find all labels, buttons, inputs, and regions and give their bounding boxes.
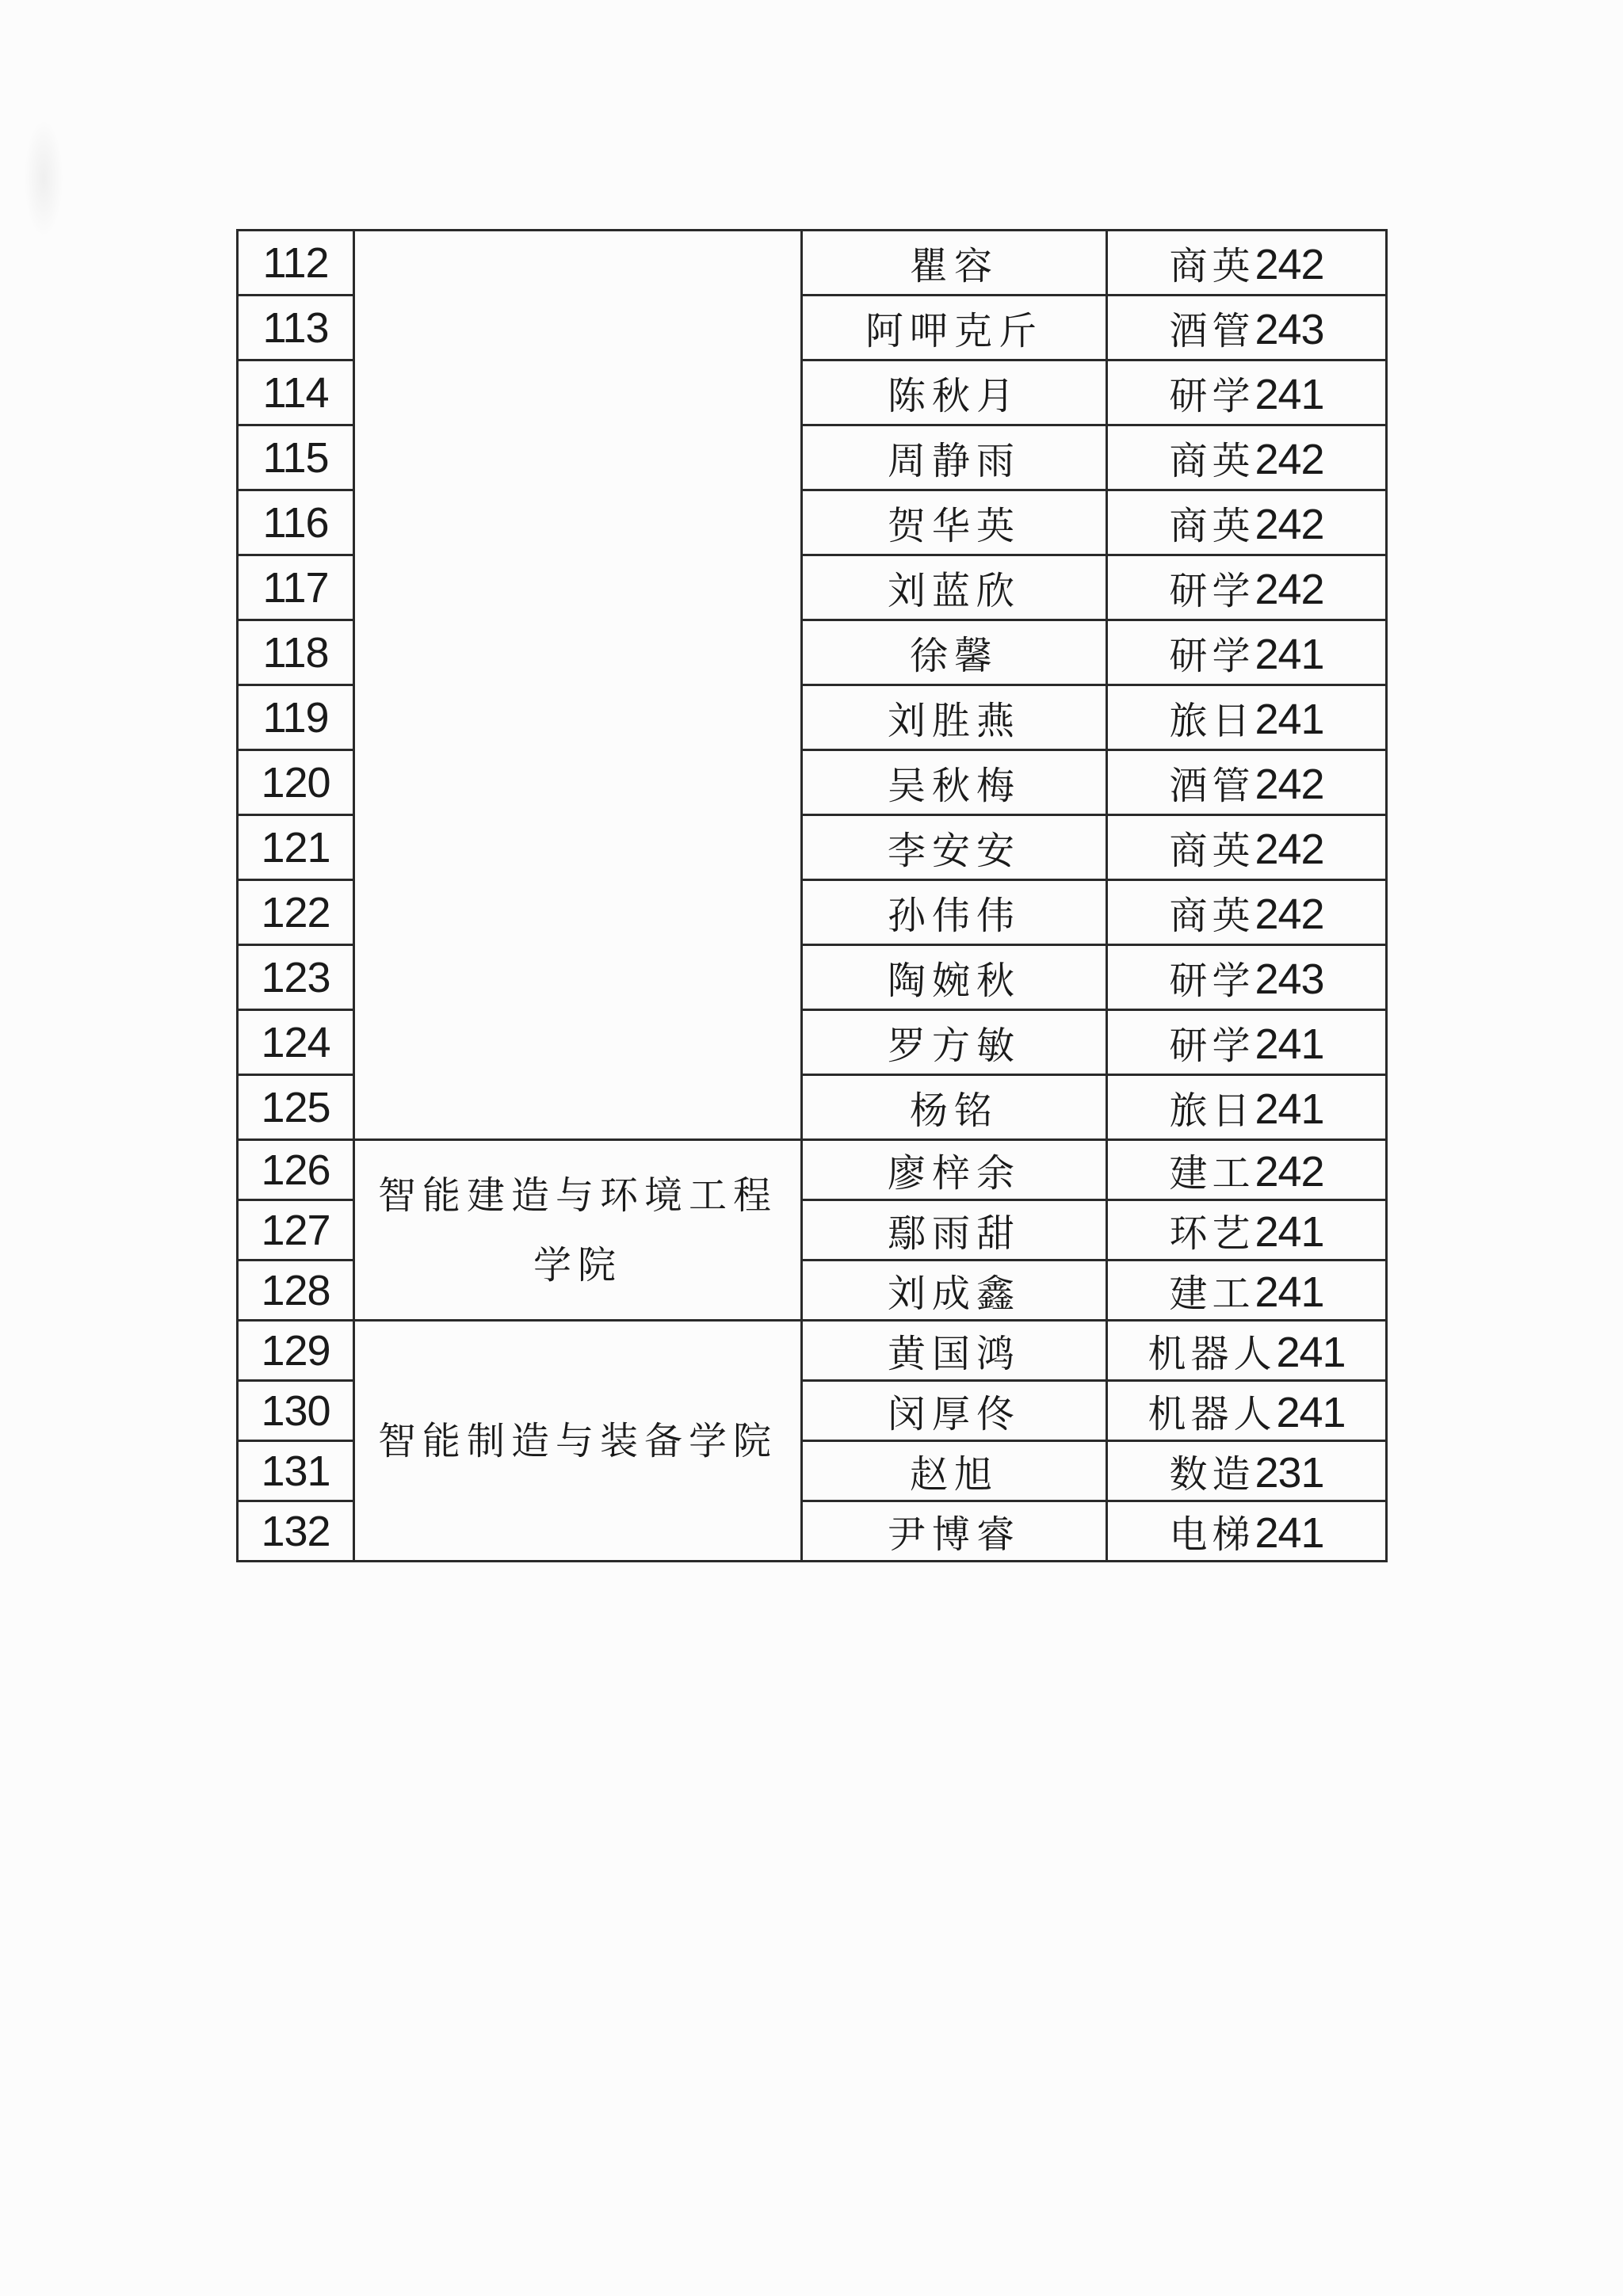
class-cell — [1107, 685, 1387, 750]
class-number: 242 — [1254, 566, 1324, 613]
student-name: 尹博睿 — [802, 1501, 1107, 1562]
student-name: 刘蓝欣 — [802, 555, 1107, 620]
student-name: 贺华英 — [802, 490, 1107, 555]
class-cell — [1107, 1261, 1387, 1321]
student-name: 赵旭 — [802, 1441, 1107, 1501]
class-number: 241 — [1254, 1020, 1324, 1068]
class-number: 241 — [1254, 1208, 1324, 1256]
student-name: 阿呷克斤 — [802, 296, 1107, 360]
class-number: 242 — [1254, 241, 1324, 288]
class-major: 机器人 — [1148, 1392, 1277, 1436]
student-name: 陈秋月 — [802, 360, 1107, 425]
class-major: 机器人 — [1148, 1332, 1277, 1376]
table-row — [238, 231, 1387, 296]
class-number: 241 — [1276, 1389, 1346, 1436]
scan-artifact — [24, 119, 63, 238]
class-cell — [1107, 360, 1387, 425]
student-name: 李安安 — [802, 815, 1107, 880]
class-cell — [1107, 231, 1387, 296]
student-name: 陶婉秋 — [802, 945, 1107, 1010]
class-major: 电梯 — [1169, 1512, 1255, 1557]
student-roster-table — [236, 229, 1388, 1562]
class-number: 241 — [1254, 371, 1324, 418]
row-number: 131 — [238, 1441, 354, 1501]
row-number: 129 — [238, 1321, 354, 1381]
table-row — [238, 1321, 1387, 1381]
student-name: 罗方敏 — [802, 1010, 1107, 1075]
class-number: 242 — [1254, 436, 1324, 483]
student-name: 刘成鑫 — [802, 1261, 1107, 1321]
class-number: 242 — [1254, 891, 1324, 938]
row-number: 113 — [238, 296, 354, 360]
row-number: 126 — [238, 1140, 354, 1200]
student-name: 鄢雨甜 — [802, 1200, 1107, 1261]
row-number: 116 — [238, 490, 354, 555]
row-number: 112 — [238, 231, 354, 296]
class-major: 建工 — [1169, 1151, 1255, 1196]
class-number: 242 — [1254, 1148, 1324, 1196]
class-major: 研学 — [1169, 634, 1255, 678]
row-number: 125 — [238, 1075, 354, 1140]
class-major: 环艺 — [1169, 1211, 1255, 1256]
class-cell — [1107, 815, 1387, 880]
class-number: 241 — [1254, 1509, 1324, 1557]
class-major: 酒管 — [1169, 309, 1255, 353]
class-major: 商英 — [1169, 439, 1255, 483]
student-name: 吴秋梅 — [802, 750, 1107, 815]
class-cell — [1107, 1501, 1387, 1562]
row-number: 118 — [238, 620, 354, 685]
student-name: 周静雨 — [802, 425, 1107, 490]
row-number: 127 — [238, 1200, 354, 1261]
class-major: 研学 — [1169, 569, 1255, 613]
class-major: 研学 — [1169, 374, 1255, 418]
row-number: 128 — [238, 1261, 354, 1321]
class-number: 241 — [1254, 631, 1324, 678]
class-cell — [1107, 945, 1387, 1010]
class-major: 酒管 — [1169, 764, 1255, 808]
class-cell — [1107, 1075, 1387, 1140]
class-major: 商英 — [1169, 894, 1255, 938]
class-cell — [1107, 1441, 1387, 1501]
class-major: 建工 — [1169, 1272, 1255, 1316]
class-major: 商英 — [1169, 504, 1255, 548]
row-number: 130 — [238, 1381, 354, 1441]
class-cell — [1107, 425, 1387, 490]
class-number: 242 — [1254, 501, 1324, 548]
row-number: 115 — [238, 425, 354, 490]
class-major: 研学 — [1169, 959, 1255, 1003]
row-number: 117 — [238, 555, 354, 620]
class-number: 243 — [1254, 955, 1324, 1003]
college-cell — [354, 231, 802, 1140]
row-number: 124 — [238, 1010, 354, 1075]
class-number: 241 — [1254, 1268, 1324, 1316]
class-cell — [1107, 880, 1387, 945]
class-number: 242 — [1254, 826, 1324, 873]
student-name: 瞿容 — [802, 231, 1107, 296]
row-number: 121 — [238, 815, 354, 880]
class-major: 研学 — [1169, 1024, 1255, 1068]
college-cell — [354, 1140, 802, 1321]
class-number: 231 — [1254, 1449, 1324, 1497]
college-name-line-2: 学院 — [533, 1242, 622, 1287]
class-cell — [1107, 1321, 1387, 1381]
class-cell — [1107, 1010, 1387, 1075]
student-name: 廖梓余 — [802, 1140, 1107, 1200]
class-number: 241 — [1276, 1329, 1346, 1376]
table-row — [238, 1140, 1387, 1200]
class-cell — [1107, 1200, 1387, 1261]
class-cell — [1107, 1140, 1387, 1200]
class-cell — [1107, 1381, 1387, 1441]
student-name: 杨铭 — [802, 1075, 1107, 1140]
class-cell — [1107, 296, 1387, 360]
class-cell — [1107, 490, 1387, 555]
class-major: 商英 — [1169, 244, 1255, 288]
class-cell — [1107, 750, 1387, 815]
student-name: 孙伟伟 — [802, 880, 1107, 945]
row-number: 122 — [238, 880, 354, 945]
class-number: 241 — [1254, 696, 1324, 743]
class-major: 数造 — [1169, 1452, 1255, 1497]
student-name: 闵厚佟 — [802, 1381, 1107, 1441]
college-cell: 智能制造与装备学院 — [354, 1321, 802, 1562]
row-number: 123 — [238, 945, 354, 1010]
class-number: 241 — [1254, 1085, 1324, 1133]
row-number: 120 — [238, 750, 354, 815]
student-name: 刘胜燕 — [802, 685, 1107, 750]
class-number: 243 — [1254, 306, 1324, 353]
class-cell — [1107, 620, 1387, 685]
student-name: 黄国鸿 — [802, 1321, 1107, 1381]
row-number: 119 — [238, 685, 354, 750]
row-number: 114 — [238, 360, 354, 425]
class-cell — [1107, 555, 1387, 620]
class-major: 旅日 — [1169, 1089, 1255, 1133]
college-name-line-1: 智能建造与环境工程 — [377, 1173, 777, 1218]
class-number: 242 — [1254, 761, 1324, 808]
class-major: 旅日 — [1169, 699, 1255, 743]
row-number: 132 — [238, 1501, 354, 1562]
student-name: 徐馨 — [802, 620, 1107, 685]
class-major: 商英 — [1169, 829, 1255, 873]
